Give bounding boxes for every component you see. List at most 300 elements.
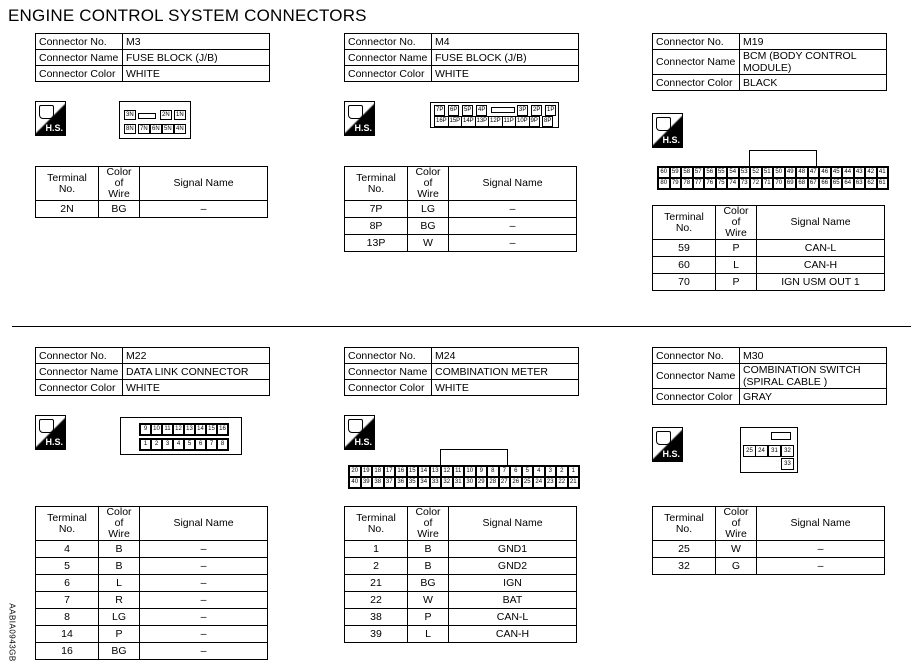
connector-latch	[491, 107, 515, 113]
info-label: Connector No.	[653, 348, 740, 364]
pin-label: 11	[453, 466, 465, 477]
pin-label: 12	[173, 424, 184, 435]
terminal-table	[35, 506, 268, 660]
signal-name-header: Signal Name	[140, 167, 268, 201]
color-of-wire-line2: Wire	[725, 528, 747, 540]
signal-name: –	[140, 541, 268, 558]
pin-label: 8	[217, 439, 228, 450]
color-of-wire-header	[99, 167, 140, 201]
info-row	[345, 364, 579, 380]
signal-name: –	[140, 201, 268, 218]
pin-label: 65	[831, 178, 843, 189]
wire-color: B	[99, 541, 140, 558]
pin-label: 79	[670, 178, 682, 189]
pin-label: 67	[808, 178, 820, 189]
terminal-row	[36, 541, 268, 558]
pin-label: 69	[785, 178, 797, 189]
pin-label: 28	[487, 477, 499, 488]
pin-label: 6P	[448, 105, 459, 116]
connector-latch	[749, 150, 817, 167]
hand-icon	[656, 431, 671, 445]
pin-label: 63	[854, 178, 866, 189]
color-of-wire-header	[716, 206, 757, 240]
pin-label: 40	[349, 477, 361, 488]
pin-label: 31	[768, 445, 781, 457]
terminal-no: 7P	[345, 201, 408, 218]
pin-label: 4	[533, 466, 545, 477]
info-value: M22	[123, 348, 270, 364]
info-value: GRAY	[740, 389, 887, 405]
pin-label: 8	[487, 466, 499, 477]
signal-name: –	[140, 558, 268, 575]
color-of-wire-line2: Wire	[417, 528, 439, 540]
pin-label: 7P	[434, 105, 445, 116]
hand-icon	[348, 419, 363, 433]
pin-label: 23	[545, 477, 557, 488]
pin-label: 37	[384, 477, 396, 488]
info-label: Connector No.	[36, 348, 123, 364]
pin-label: 29	[476, 477, 488, 488]
wire-color: P	[716, 240, 757, 257]
color-of-wire-line1: Color of	[415, 166, 441, 189]
pin-label: 6N	[152, 126, 160, 132]
hand-icon	[348, 105, 363, 119]
wire-color: W	[716, 541, 757, 558]
terminal-no: 13P	[345, 235, 408, 252]
terminal-no: 6	[36, 575, 99, 592]
hand-icon	[39, 105, 54, 119]
wire-color: B	[408, 558, 449, 575]
terminal-no: 1	[345, 541, 408, 558]
info-value: M24	[432, 348, 579, 364]
pin-label: 66	[819, 178, 831, 189]
pin-label: 4P	[476, 105, 487, 116]
pin-label: 12P	[488, 116, 503, 127]
pin-label: 60	[658, 167, 670, 178]
signal-name-header: Signal Name	[449, 507, 577, 541]
terminal-row	[36, 643, 268, 660]
pin-label: 62	[865, 178, 877, 189]
pin-label: 21	[568, 477, 580, 488]
wire-color: G	[716, 558, 757, 575]
info-row	[653, 50, 887, 75]
terminal-no: 25	[653, 541, 716, 558]
pin-label: 32	[781, 445, 794, 457]
figure-code: AABIA0943GB	[7, 603, 17, 662]
pin-label: 1	[568, 466, 580, 477]
info-value: WHITE	[432, 66, 579, 82]
m22-top-row	[139, 423, 229, 436]
color-of-wire-line1: Color of	[106, 506, 132, 529]
pin-label: 25	[522, 477, 534, 488]
pin-label: 70	[773, 178, 785, 189]
pin-label: 14	[418, 466, 430, 477]
pin-label: 68	[796, 178, 808, 189]
info-value: COMBINATION METER	[432, 364, 579, 380]
connector-info-table	[652, 33, 887, 91]
signal-name: –	[449, 201, 577, 218]
pin-label: 39	[361, 477, 373, 488]
signal-name: –	[449, 218, 577, 235]
info-row	[36, 34, 270, 50]
pin-label: 10	[464, 466, 476, 477]
signal-name: BAT	[449, 592, 577, 609]
terminal-row	[345, 541, 577, 558]
wire-color: BG	[99, 643, 140, 660]
signal-name-header: Signal Name	[449, 167, 577, 201]
pin-label: 3N	[126, 112, 134, 118]
hs-label: H.S.	[662, 135, 680, 145]
connector-info-table	[344, 347, 579, 396]
pin-label: 47	[808, 167, 820, 178]
hand-icon	[656, 117, 671, 131]
terminal-row	[36, 558, 268, 575]
pin-label: 19	[361, 466, 373, 477]
pin-label: 10	[151, 424, 162, 435]
terminal-no: 38	[345, 609, 408, 626]
connector-info-table	[652, 347, 887, 405]
signal-name: GND1	[449, 541, 577, 558]
pin-label: 14	[195, 424, 206, 435]
wire-color: B	[99, 558, 140, 575]
pin-label: 54	[727, 167, 739, 178]
signal-name: CAN-L	[757, 240, 885, 257]
pin-label: 9	[140, 424, 151, 435]
terminal-row	[345, 235, 577, 252]
wire-color: P	[99, 626, 140, 643]
pin-label: 59	[670, 167, 682, 178]
pin-label: 7N	[140, 126, 148, 132]
color-of-wire-line2: Wire	[108, 188, 130, 200]
terminal-no: 14	[36, 626, 99, 643]
info-label: Connector Color	[653, 389, 740, 405]
terminal-no: 21	[345, 575, 408, 592]
pin-label: 16	[217, 424, 228, 435]
signal-name: CAN-H	[757, 257, 885, 274]
terminal-row	[345, 626, 577, 643]
pin-label: 15	[206, 424, 217, 435]
pin-label: 7	[206, 439, 217, 450]
terminal-row	[653, 240, 885, 257]
signal-name-header: Signal Name	[757, 206, 885, 240]
page-title: ENGINE CONTROL SYSTEM CONNECTORS	[8, 6, 367, 25]
signal-name: IGN	[449, 575, 577, 592]
info-label: Connector No.	[36, 34, 123, 50]
info-label: Connector Color	[36, 380, 123, 396]
hand-icon	[39, 419, 54, 433]
pin-label: 17	[384, 466, 396, 477]
pin-label: 5P	[462, 105, 473, 116]
connector-info-table	[35, 33, 270, 82]
info-label: Connector No.	[345, 348, 432, 364]
color-of-wire-line2: Wire	[417, 188, 439, 200]
terminal-row	[345, 201, 577, 218]
pin-label: 49	[785, 167, 797, 178]
terminal-table	[344, 506, 577, 643]
pin-label: 43	[854, 167, 866, 178]
info-row	[36, 348, 270, 364]
pin-label: 1P	[545, 105, 556, 116]
wire-color: B	[408, 541, 449, 558]
pin-label: 61	[877, 178, 889, 189]
harness-side-icon	[344, 101, 375, 136]
pin-label: 24	[533, 477, 545, 488]
pin-label: 35	[407, 477, 419, 488]
signal-name: –	[140, 592, 268, 609]
terminal-row	[653, 558, 885, 575]
color-of-wire-line2: Wire	[725, 227, 747, 239]
wire-color: BG	[408, 575, 449, 592]
signal-name-header: Signal Name	[140, 507, 268, 541]
connector-info-table	[344, 33, 579, 82]
info-row	[36, 50, 270, 66]
terminal-table	[652, 506, 885, 575]
info-label: Connector Name	[653, 364, 740, 389]
pin-label: 11	[162, 424, 173, 435]
pin-label: 15P	[448, 116, 463, 127]
info-value: FUSE BLOCK (J/B)	[123, 50, 270, 66]
terminal-row	[345, 218, 577, 235]
terminal-no-header: Terminal No.	[653, 206, 716, 240]
harness-side-icon	[35, 415, 66, 450]
pin-label: 77	[693, 178, 705, 189]
terminal-no: 39	[345, 626, 408, 643]
pin-label: 27	[499, 477, 511, 488]
pin-label: 50	[773, 167, 785, 178]
info-row	[653, 348, 887, 364]
signal-name: –	[757, 558, 885, 575]
pin-label: 80	[658, 178, 670, 189]
pin-label: 3P	[517, 105, 528, 116]
pin-label: 57	[693, 167, 705, 178]
wire-color: LG	[99, 609, 140, 626]
color-of-wire-header	[408, 507, 449, 541]
info-value: BLACK	[740, 75, 887, 91]
pin-label: 5	[184, 439, 195, 450]
pin-label: 33	[430, 477, 442, 488]
wire-color: L	[716, 257, 757, 274]
info-label: Connector Color	[653, 75, 740, 91]
pin-label: 26	[510, 477, 522, 488]
pin-label: 1N	[176, 112, 184, 118]
terminal-no-header: Terminal No.	[345, 167, 408, 201]
info-label: Connector Name	[653, 50, 740, 75]
m24-connector-face-bottom-row	[348, 476, 580, 489]
signal-name: CAN-H	[449, 626, 577, 643]
wire-color: BG	[408, 218, 449, 235]
terminal-no-header: Terminal No.	[345, 507, 408, 541]
terminal-header-row	[653, 206, 885, 240]
connector-latch	[771, 432, 791, 440]
pin-label: 24	[755, 445, 768, 457]
info-row	[345, 380, 579, 396]
pin-label: 13	[430, 466, 442, 477]
pin-label: 44	[842, 167, 854, 178]
color-of-wire-line2: Wire	[108, 528, 130, 540]
pin-label: 16	[395, 466, 407, 477]
pin-label: 38	[372, 477, 384, 488]
terminal-row	[36, 201, 268, 218]
terminal-no: 70	[653, 274, 716, 291]
pin-label: 3	[545, 466, 557, 477]
pin-label: 12	[441, 466, 453, 477]
hs-label: H.S.	[662, 449, 680, 459]
color-of-wire-header	[716, 507, 757, 541]
terminal-header-row	[653, 507, 885, 541]
pin-label: 41	[877, 167, 889, 178]
terminal-no: 32	[653, 558, 716, 575]
pin-label: 6	[510, 466, 522, 477]
terminal-no: 60	[653, 257, 716, 274]
signal-name: CAN-L	[449, 609, 577, 626]
pin-label: 5N	[164, 126, 172, 132]
terminal-no: 2N	[36, 201, 99, 218]
info-value: FUSE BLOCK (J/B)	[432, 50, 579, 66]
terminal-row	[36, 609, 268, 626]
info-row	[345, 348, 579, 364]
terminal-no: 7	[36, 592, 99, 609]
pin-label: 45	[831, 167, 843, 178]
terminal-table	[652, 205, 885, 291]
info-row	[345, 34, 579, 50]
hs-label: H.S.	[45, 437, 63, 447]
signal-name: –	[140, 626, 268, 643]
harness-side-icon	[652, 113, 683, 148]
info-label: Connector No.	[345, 34, 432, 50]
info-value: COMBINATION SWITCH (SPIRAL CABLE )	[740, 364, 887, 389]
info-value: M4	[432, 34, 579, 50]
info-row	[36, 66, 270, 82]
terminal-no: 2	[345, 558, 408, 575]
terminal-header-row	[345, 167, 577, 201]
terminal-row	[345, 558, 577, 575]
hs-label: H.S.	[45, 123, 63, 133]
signal-name: GND2	[449, 558, 577, 575]
info-row	[653, 75, 887, 91]
info-label: Connector Name	[345, 364, 432, 380]
pin-label: 13	[184, 424, 195, 435]
terminal-row	[345, 592, 577, 609]
terminal-no: 59	[653, 240, 716, 257]
pin-label: 31	[453, 477, 465, 488]
wire-color: P	[716, 274, 757, 291]
harness-side-icon	[652, 427, 683, 462]
harness-side-icon	[344, 415, 375, 450]
terminal-no-header: Terminal No.	[36, 507, 99, 541]
pin-label: 6	[195, 439, 206, 450]
pin-label: 9	[476, 466, 488, 477]
pin-label: 11P	[502, 116, 516, 127]
pin-label: 3	[162, 439, 173, 450]
section-divider	[12, 326, 911, 327]
pin-label: 4	[173, 439, 184, 450]
info-row	[36, 364, 270, 380]
info-value: WHITE	[123, 380, 270, 396]
info-label: Connector Name	[36, 50, 123, 66]
harness-side-icon	[35, 101, 66, 136]
pin-label: 58	[681, 167, 693, 178]
terminal-no-header: Terminal No.	[653, 507, 716, 541]
m22-connector-face	[120, 417, 242, 455]
pin-label: 8N	[126, 126, 134, 132]
pin-label: 74	[727, 178, 739, 189]
pin-label: 4N	[176, 126, 184, 132]
pin-label: 9P	[529, 116, 540, 127]
wire-color: L	[99, 575, 140, 592]
terminal-row	[345, 609, 577, 626]
connector-info-table	[35, 347, 270, 396]
terminal-row	[36, 626, 268, 643]
info-row	[653, 364, 887, 389]
terminal-no: 5	[36, 558, 99, 575]
pin-label: 56	[704, 167, 716, 178]
pin-label: 48	[796, 167, 808, 178]
signal-name: –	[140, 609, 268, 626]
info-value: M3	[123, 34, 270, 50]
info-value: WHITE	[123, 66, 270, 82]
info-row	[345, 50, 579, 66]
pin-label: 22	[556, 477, 568, 488]
pin-label: 2	[151, 439, 162, 450]
terminal-row	[36, 575, 268, 592]
m4-connector-face	[430, 102, 559, 128]
pin-label: 2P	[531, 105, 542, 116]
color-of-wire-header	[99, 507, 140, 541]
terminal-header-row	[36, 167, 268, 201]
pin-label: 8P	[542, 116, 553, 127]
wire-color: BG	[99, 201, 140, 218]
info-label: Connector Name	[36, 364, 123, 380]
pin-label: 18	[372, 466, 384, 477]
m19-connector-face-bottom-row	[657, 177, 889, 190]
terminal-no: 16	[36, 643, 99, 660]
terminal-row	[653, 541, 885, 558]
pin-label: 7	[499, 466, 511, 477]
terminal-row	[345, 575, 577, 592]
wire-color: L	[408, 626, 449, 643]
wire-color: W	[408, 592, 449, 609]
pin-label: 13P	[475, 116, 490, 127]
terminal-no: 4	[36, 541, 99, 558]
pin-label: 2	[556, 466, 568, 477]
pin-label: 42	[865, 167, 877, 178]
color-of-wire-line1: Color of	[415, 506, 441, 529]
pin-label: 75	[716, 178, 728, 189]
pin-label: 16P	[434, 116, 449, 127]
color-of-wire-header	[408, 167, 449, 201]
m3-connector-face	[119, 101, 191, 139]
wire-color: LG	[408, 201, 449, 218]
pin-label: 46	[819, 167, 831, 178]
info-row	[345, 66, 579, 82]
hs-label: H.S.	[354, 123, 372, 133]
wire-color: P	[408, 609, 449, 626]
pin-label: 72	[750, 178, 762, 189]
pin-label: 32	[441, 477, 453, 488]
pin-label: 53	[739, 167, 751, 178]
signal-name: –	[140, 575, 268, 592]
pin-label: 30	[464, 477, 476, 488]
terminal-row	[653, 257, 885, 274]
color-of-wire-line1: Color of	[723, 506, 749, 529]
pin-label: 71	[762, 178, 774, 189]
pin-label: 2N	[162, 112, 170, 118]
pin-label: 55	[716, 167, 728, 178]
terminal-table	[344, 166, 577, 252]
pin-label: 25	[743, 445, 756, 457]
connector-latch	[440, 449, 508, 466]
info-label: Connector Color	[345, 380, 432, 396]
